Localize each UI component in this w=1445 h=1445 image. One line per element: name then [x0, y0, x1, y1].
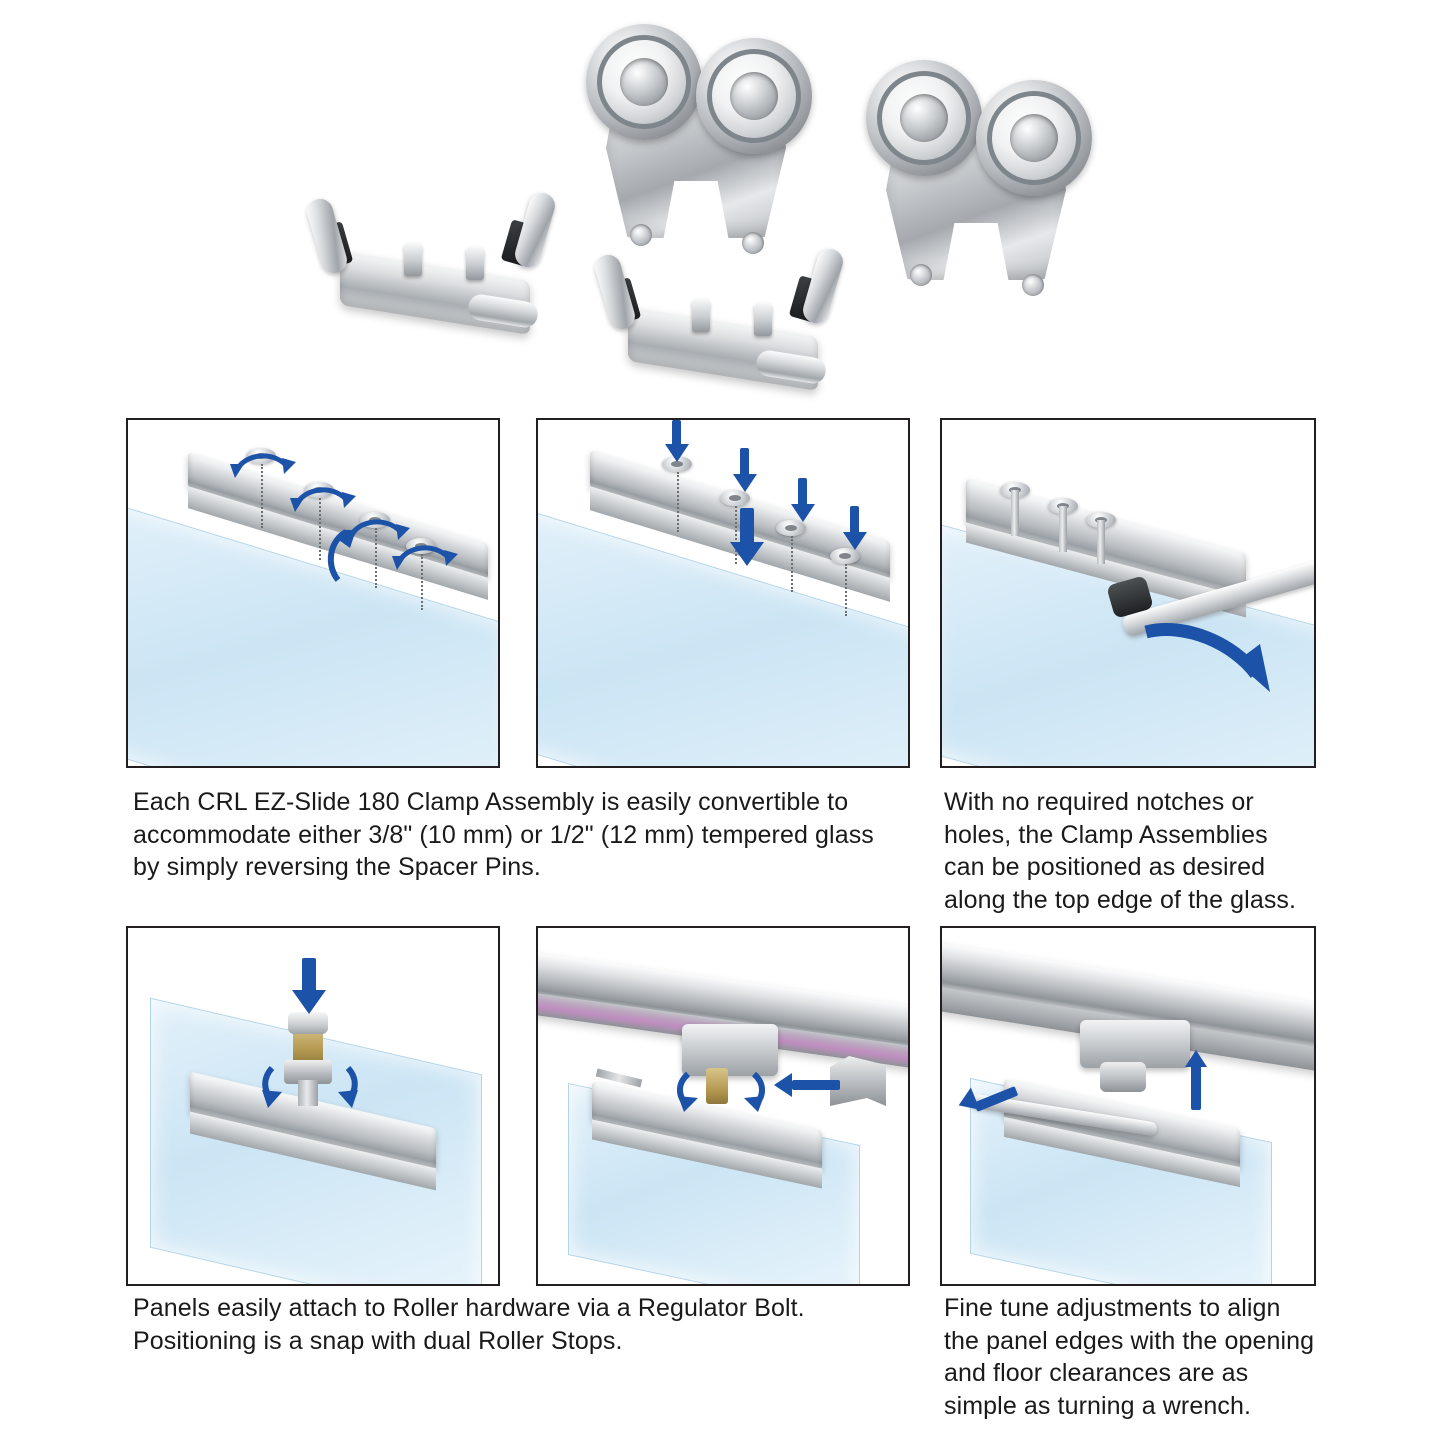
carriage-hole-2 [1022, 274, 1044, 296]
screw-head-2 [720, 490, 750, 506]
panel-screw-installation [536, 418, 910, 768]
caption-fine-tune: Fine tune adjustments to align the panel edges with the opening and floor clearances are as simple as turning a wrench. [944, 1294, 1315, 1420]
clamp-screw-2 [754, 302, 772, 336]
panel-spacer-pin-reversal [126, 418, 500, 768]
panel-regulator-bolt-insert [126, 926, 500, 1286]
alignment-guide-1 [677, 472, 679, 532]
carriage-wheel-1 [586, 24, 702, 140]
alignment-guide-3 [791, 536, 793, 592]
panel-fine-tune-adjustment [940, 926, 1316, 1286]
curved-arrow-icon [1138, 616, 1278, 716]
hardware-overview-illustration [0, 0, 1445, 400]
screw-shaft-3 [1097, 520, 1105, 564]
clamp-assembly-left [300, 180, 590, 360]
carriage-hole-1 [910, 264, 932, 286]
rotation-arrow-icon [256, 1056, 366, 1112]
clamp-screw-1 [404, 242, 422, 276]
clamp-screw-2 [466, 246, 484, 280]
rotation-arrow-icon-4 [388, 530, 460, 578]
screw-head-4 [830, 548, 860, 564]
carriage-wheel-2 [976, 80, 1092, 196]
alignment-guide-4 [845, 564, 847, 616]
rotation-arrow-icon [674, 1064, 770, 1116]
regulator-bolt-head [288, 1012, 328, 1034]
clamp-screw-1 [692, 298, 710, 332]
panel-clamp-positioning-wrench [940, 418, 1316, 768]
lift-arrow-icon [314, 516, 364, 586]
screw-head-3 [776, 520, 806, 536]
caption-regulator-bolt: Panels easily attach to Roller hardware via a Regulator Bolt. Positioning is a snap with dual Roller Stops. [133, 1294, 805, 1355]
roller-carriage-right [858, 52, 1094, 292]
roller-carriage-left [578, 10, 814, 250]
panel-roller-attachment-track [536, 926, 910, 1286]
carriage-wheel-1 [866, 60, 982, 176]
caption-no-notches: With no required notches or holes, the Clamp Assemblies can be positioned as desired along the top edge of the glass. [944, 788, 1297, 914]
carriage-wheel-2 [696, 38, 812, 154]
regulator-bolt-assembly [1100, 1062, 1146, 1092]
caption-convertible-clamp: Each CRL EZ-Slide 180 Clamp Assembly is easily convertible to accommodate either 3/8" (10 mm) or 1/2" (12 mm) tempered glass by simply reversing the Spacer Pins. [133, 788, 874, 881]
screw-shaft-2 [1059, 506, 1067, 552]
clamp-assembly-right [588, 236, 878, 416]
roller-carriage-in-track [1080, 1020, 1190, 1068]
screw-shaft-1 [1011, 490, 1019, 536]
